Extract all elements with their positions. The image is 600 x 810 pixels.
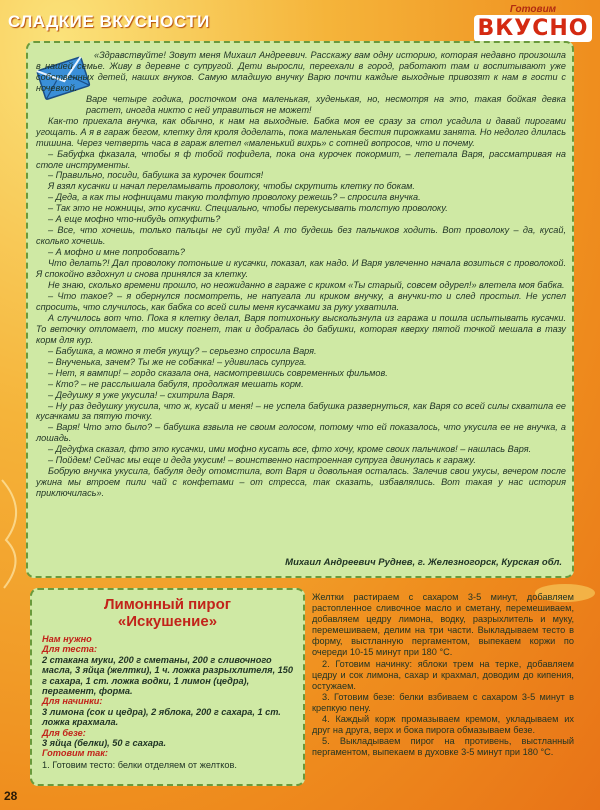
story-paragraph: – Нет, я вампир! – гордо сказала она, насмотревшись современных фильмов. xyxy=(48,367,388,378)
story-text xyxy=(36,50,566,499)
brand-logo xyxy=(474,4,592,42)
recipe-method xyxy=(312,592,574,758)
story-paragraph: – Дедуфка сказал, фто это кусачки, ими мофно кусать все, фто хочу, кроме своих пальчиков! – нашлась Варя. xyxy=(48,444,532,455)
filling-label: Для начинки: xyxy=(42,696,103,707)
story-paragraph: – А еще мофно что-нибудь откуфить? xyxy=(48,214,221,225)
story-paragraph: Варе четыре годика, росточком она маленькая, худенькая, но, несмотря на это, такая бойкая девка растет, иногда никто с ней управиться не может! xyxy=(86,93,566,115)
recipe-step: 2. Готовим начинку: яблоки трем на терке, добавляем цедру и сок лимона, сахар и крахмал, доводим до кипения, остужаем. xyxy=(312,658,574,691)
recipe-title-line: «Искушение» xyxy=(117,613,218,630)
filling-ingredients: 3 лимона (сок и цедра), 2 яблока, 200 г сахара, 1 ст. ложка крахмала. xyxy=(42,706,281,728)
story-paragraph: – А мофно и мне попробовать? xyxy=(48,247,185,258)
story-paragraph: – Варя! Что это было? – бабушка взвыла не своим голосом, потому что ей показалось, что укусила ее не внучка, а лошадь. xyxy=(36,422,566,444)
brand-title: ВКУСНО xyxy=(474,15,592,42)
recipe-title xyxy=(32,596,303,630)
story-paragraph: – Пойдем! Сейчас мы еще и деда укусим! – воинственно настроенная супруга двинулась к гаражу. xyxy=(48,455,476,466)
page-number: 28 xyxy=(4,789,18,803)
recipe-step: Желтки растираем с сахаром 3-5 минут, добавляем растопленное сливочное масло и сметану, перемешиваем, добавляем цедру лимона, водку, разрыхлитель и муку, перемешиваем, делим на три части. Выкладываем тесто в форму, выстланную пергаментом, выпекаем коржи по очереди 10-15 минут при 180 °С. xyxy=(312,592,574,658)
story-paragraph: А случилось вот что. Пока я клетку делал, Варя потихоньку выскользнула из гаража и пошла испытывать кусачки. То веточку отломает, то миску погнет, так и добралась до бабушки, которая кверху пятой точкой мешала в тазу корм для кур. xyxy=(36,312,566,345)
page-header xyxy=(0,0,600,44)
recipe-step: 4. Каждый корж промазываем кремом, укладываем их друг на друга, верх и бока пирога обмазываем безе. xyxy=(312,714,574,736)
recipe-title-line: Лимонный пирог xyxy=(104,596,231,613)
brand-subtitle: Готовим xyxy=(509,4,557,15)
story-paragraph: – Что такое? – я обернулся посмотреть, не напугала ли криком внучку, а внучки-то и след простыл. Не успел спросить, что случилось, как бабка со всей силы меня кусачками за руку ухватила. xyxy=(36,290,566,312)
story-paragraph: Что делать?! Дал проволоку потоньше и кусачки, показал, как надо. И Варя увлеченно начала возиться с проволокой. Я спокойно вздохнул и снова принялся за клетку. xyxy=(36,258,566,280)
story-paragraph: – Бабушка, а можно я тебя укущу? – серьезно спросила Варя. xyxy=(48,345,317,356)
story-paragraph: – Деда, а как ты нофницами такую толфтую проволоку режешь? – спросила внучка. xyxy=(48,192,421,203)
story-paragraph: Я взял кусачки и начал переламывать проволоку, чтобы скрутить клетку по бокам. xyxy=(48,181,415,192)
story-paragraph: Не знаю, сколько времени прошло, но неожиданно в гараже с криком «Ты старый, совсем одурел!» влетела моя бабка. xyxy=(48,280,565,291)
story-paragraph: – Кто? – не расслышала бабуля, продолжая мешать корм. xyxy=(48,378,304,389)
story-signature: Михаил Андреевич Руднев, г. Железногорск, Курская обл. xyxy=(285,557,562,568)
recipe-step: 5. Выкладываем пирог на противень, выстланный пергаментом, выпекаем в духовке 3-5 минут при 180 °С. xyxy=(312,736,574,758)
story-paragraph: – Ну раз дедушку укусила, что ж, кусай и меня! – не успела бабушка развернуться, как Варя со всей силы схватила ее кусачками за пятую точку. xyxy=(36,400,566,422)
story-paragraph: – Правильно, посиди, бабушка за курочек боится! xyxy=(48,170,264,181)
meringue-ingredients: 3 яйца (белки), 50 г сахара. xyxy=(42,738,167,749)
recipe-panel xyxy=(30,588,305,786)
recipe-step-1-start: 1. Готовим тесто: белки отделяем от желтков. xyxy=(42,759,237,770)
story-paragraph: – Все, что хочешь, только пальцы не суй туда! А то будешь без пальчиков ходить. Вот проволоку – да, кусай, сколько хочешь. xyxy=(36,225,566,247)
meringue-label: Для безе: xyxy=(42,727,86,738)
story-paragraph: «Здравствуйте! Зовут меня Михаил Андреевич. Расскажу вам одну историю, которая недавно произошла в нашей семье. Живу в деревне с супругой. Дети выросли, переехали в город, работают там и воспитывают уже собственных детей, наших внуков. Самую младшую внучку Варю почти каждые выходные привозят к нам в гости с ночевкой. xyxy=(36,50,566,93)
section-title: СЛАДКИЕ ВКУСНОСТИ xyxy=(8,12,210,31)
method-label: Готовим так: xyxy=(42,748,108,759)
story-paragraph: Как-то приехала внучка, как обычно, к нам на выходные. Бабка моя ее сразу за стол усадила и давай пирогами угощать. А я в гараж бегом, клетку для кроля доделать, пока маленькая бестия пирожками занята. Но недолго длилась тишина. Через четверть часа в гараж влетел «маленький вихрь» с сотней вопросов, что и почему. xyxy=(36,115,566,148)
story-paragraph: – Внученька, зачем? Ты же не собачка! – удивилась супруга. xyxy=(48,356,307,367)
recipe-step: 3. Готовим безе: белки взбиваем с сахаром 3-5 минут в крепкую пену. xyxy=(312,691,574,713)
story-paragraph: – Бабуфка фказала, чтобы я ф тобой пофидела, пока она курочек покормит, – лепетала Варя, рассматривая на столе инструменты. xyxy=(36,148,566,170)
recipe-ingredients xyxy=(42,634,300,770)
dough-ingredients: 2 стакана муки, 200 г сметаны, 200 г сливочного масла, 3 яйца (желтки), 1 ч. ложка разрыхлителя, 150 г сахара, 1 ст. ложка водки, 1 лимон (цедра), пергамент, форма. xyxy=(42,654,294,697)
dough-label: Для теста: xyxy=(42,644,98,655)
story-panel xyxy=(26,41,574,578)
need-label: Нам нужно xyxy=(42,634,92,644)
story-paragraph: – Так это не ножницы, это кусачки. Специально, чтобы перекусывать толстую проволоку. xyxy=(48,203,448,214)
story-paragraph: – Дедушку я уже укусила! – схитрила Варя. xyxy=(48,389,236,400)
story-paragraph: Бобрую внучка укусила, бабуля деду отомстила, вот Варя и довольная осталась. Залечив свои укусы, вечером после ужина мы втроем пили чай с конфетами – от стресса, так сказать, избавлялись. Вот такая у нас история приключилась». xyxy=(36,466,566,499)
